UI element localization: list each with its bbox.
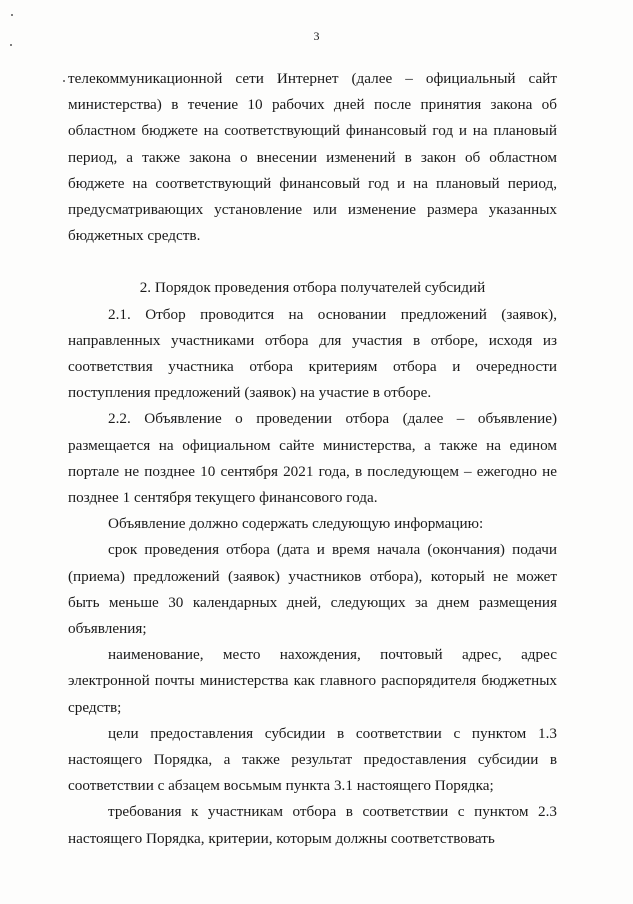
paragraph-item-goals: цели предоставления субсидии в соответствии с пунктом 1.3 настоящего Порядка, а также результат предоставления субсидии в соответствии с абзацем восьмым пункта 3.1 настоящего Порядка;	[68, 724, 557, 795]
paragraph-item-deadline: срок проведения отбора (дата и время начала (окончания) подачи (приема) предложений (заявок) участников отбора), который не может быть меньше 30 календарных дней, следующих за днем размещения объявления;	[68, 541, 557, 638]
section-gap	[68, 249, 557, 275]
paragraph-item-name-address: наименование, место нахождения, почтовый адрес, адрес электронной почты министерства как главного распорядителя бюджетных средств;	[68, 646, 557, 716]
scan-speck	[10, 44, 12, 46]
paragraph-announcement-intro: Объявление должно содержать следующую информацию:	[108, 515, 484, 533]
document-body	[68, 66, 557, 852]
section-heading: 2. Порядок проведения отбора получателей субсидий	[139, 279, 486, 297]
scan-speck	[63, 80, 65, 82]
paragraph-item-requirements: требования к участникам отбора в соответствии с пунктом 2.3 настоящего Порядка, критерии, которым должны соответствовать	[68, 803, 557, 847]
paragraph-continuation: телекоммуникационной сети Интернет (далее – официальный сайт министерства) в течение 10 рабочих дней после принятия закона об областном бюджете на соответствующий финансовый год и на плановый период, а также закона о внесении изменений в закон об областном бюджете на соответствующий финансовый год и на плановый период, предусматривающих установление или изменение размера указанных бюджетных средств.	[68, 70, 557, 245]
page-number: 3	[313, 29, 320, 43]
scan-speck	[11, 14, 13, 16]
paragraph-2-1: 2.1. Отбор проводится на основании предложений (заявок), направленных участниками отбора для участия в отборе, исходя из соответствия участника отбора критериям отбора и очередности поступления предложений (заявок) на участие в отборе.	[68, 305, 557, 402]
paragraph-2-2: 2.2. Объявление о проведении отбора (далее – объявление) размещается на официальном сайте министерства, а также на едином портале не позднее 10 сентября 2021 года, в последующем – ежегодно не позднее 1 сентября текущего финансового года.	[68, 410, 557, 507]
